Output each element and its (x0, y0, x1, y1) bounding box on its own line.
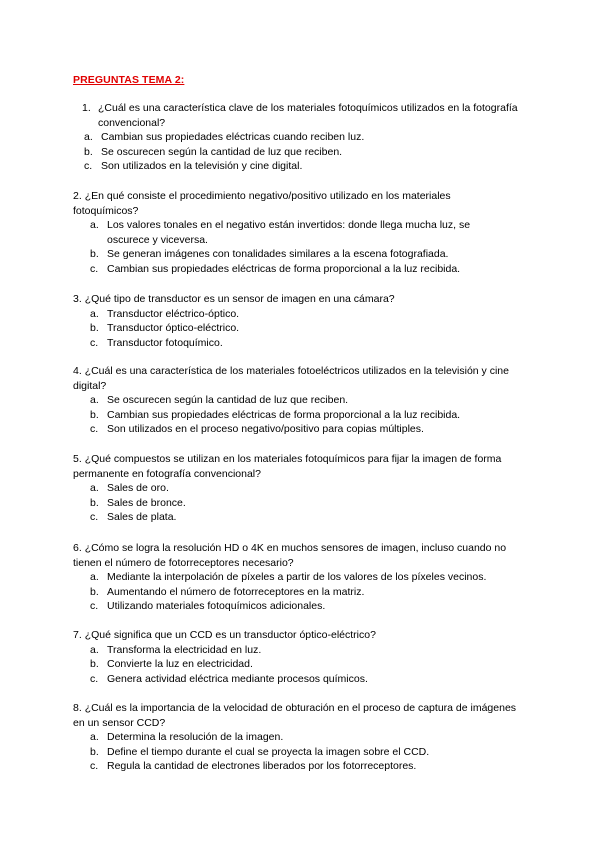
question-4 (73, 364, 523, 437)
page-title: PREGUNTAS TEMA 2: (73, 74, 185, 86)
option-b (73, 496, 528, 511)
question-8 (73, 701, 518, 774)
option-text: Utilizando materiales fotoquímicos adicionales. (107, 600, 326, 612)
option-text: Cambian sus propiedades eléctricas de forma proporcional a la luz recibida. (107, 262, 461, 275)
option-letter: a. (84, 131, 93, 143)
question-text (73, 628, 523, 643)
question-body: ¿Qué significa que un CCD es un transductor óptico-eléctrico? (84, 629, 376, 641)
option-text: Convierte la luz en electricidad. (107, 658, 253, 670)
option-a (73, 307, 523, 322)
option-text: Determina la resolución de la imagen. (107, 731, 284, 743)
question-number: 2. (73, 190, 82, 202)
question-number: 1. (82, 102, 91, 114)
option-letter: c. (90, 672, 99, 685)
option-letter: c. (90, 262, 99, 275)
option-letter: b. (90, 408, 99, 421)
option-b (73, 657, 523, 672)
question-body: ¿Cuál es una característica clave de los materiales fotoquímicos utilizados en la fotografía convencional? (98, 102, 518, 129)
option-letter: a. (90, 394, 99, 406)
option-text: Transforma la electricidad en luz. (107, 643, 262, 656)
option-letter: b. (84, 145, 93, 158)
option-text: Aumentando el número de fotorreceptores en la matriz. (107, 585, 365, 598)
question-text (73, 364, 523, 393)
option-c (73, 422, 523, 437)
question-number: 5. (73, 453, 82, 465)
option-text: Son utilizados en la televisión y cine digital. (101, 160, 303, 172)
option-letter: b. (90, 585, 99, 598)
option-b (73, 408, 523, 423)
option-c (73, 262, 508, 277)
question-text (73, 701, 518, 730)
option-c (73, 510, 528, 525)
option-letter: a. (90, 307, 99, 320)
question-body: ¿En qué consiste el procedimiento negativo/positivo utilizado en los materiales fotoquímicos? (73, 190, 451, 217)
option-letter: c. (90, 423, 99, 435)
option-letter: b. (90, 658, 99, 670)
option-a (73, 393, 523, 408)
option-a (73, 481, 528, 496)
question-1 (67, 101, 519, 174)
option-c (73, 672, 523, 687)
option-text: Transductor óptico-eléctrico. (107, 322, 240, 334)
option-letter: a. (90, 571, 99, 583)
option-letter: b. (90, 248, 99, 260)
question-number: 6. (73, 542, 82, 554)
option-letter: c. (90, 600, 99, 612)
option-text: Sales de oro. (107, 482, 169, 494)
question-text (73, 292, 523, 307)
option-text: Genera actividad eléctrica mediante procesos químicos. (107, 672, 368, 685)
question-text (73, 541, 523, 570)
option-letter: a. (90, 731, 99, 743)
option-a (73, 570, 523, 585)
question-text (73, 452, 528, 481)
option-text: Cambian sus propiedades eléctricas de forma proporcional a la luz recibida. (107, 408, 461, 421)
question-body: ¿Cómo se logra la resolución HD o 4K en muchos sensores de imagen, incluso cuando no tienen el número de fotorreceptores necesario? (73, 542, 507, 569)
option-b (73, 585, 523, 600)
options-list (67, 130, 519, 174)
option-b (67, 145, 519, 160)
option-letter: b. (90, 745, 99, 758)
question-body: ¿Qué compuestos se utilizan en los materiales fotoquímicos para fijar la imagen de forma permanente en fotografía convencional? (73, 453, 502, 480)
option-a (73, 730, 518, 745)
option-letter: b. (90, 496, 99, 509)
question-text (73, 189, 508, 218)
question-body: ¿Cuál es la importancia de la velocidad de obturación en el proceso de captura de imágenes en un sensor CCD? (73, 702, 517, 729)
question-number: 7. (73, 629, 82, 641)
question-7 (73, 628, 523, 686)
option-letter: c. (90, 336, 99, 349)
question-body: ¿Cuál es una característica de los materiales fotoeléctricos utilizados en la televisión y cine digital? (73, 365, 509, 392)
option-b (73, 321, 523, 336)
option-c (73, 599, 523, 614)
option-a (67, 130, 519, 145)
options-list (73, 218, 508, 276)
question-6 (73, 541, 523, 614)
options-list (73, 393, 523, 437)
option-c (73, 336, 523, 351)
question-3 (73, 292, 523, 350)
option-text: Sales de plata. (107, 511, 177, 523)
option-text: Los valores tonales en el negativo están invertidos: donde llega mucha luz, se oscurece y viceversa. (107, 219, 471, 246)
question-body: ¿Qué tipo de transductor es un sensor de imagen en una cámara? (84, 293, 395, 305)
option-text: Se oscurecen según la cantidad de luz que reciben. (107, 394, 349, 406)
option-letter: c. (90, 760, 99, 772)
option-letter: a. (90, 482, 99, 494)
options-list (73, 307, 523, 351)
question-number: 4. (73, 365, 82, 377)
question-number: 8. (73, 702, 82, 714)
option-text: Regula la cantidad de electrones liberados por los fotorreceptores. (107, 760, 417, 772)
option-letter: a. (90, 643, 99, 656)
option-text: Define el tiempo durante el cual se proyecta la imagen sobre el CCD. (107, 745, 430, 758)
option-b (73, 745, 518, 760)
option-c (67, 159, 519, 174)
options-list (73, 481, 528, 525)
option-text: Transductor eléctrico-óptico. (107, 307, 240, 320)
option-b (73, 247, 508, 262)
question-5 (73, 452, 528, 525)
option-text: Mediante la interpolación de píxeles a partir de los valores de los píxeles vecinos. (107, 571, 487, 583)
option-a (73, 643, 523, 658)
option-text: Se generan imágenes con tonalidades similares a la escena fotografiada. (107, 248, 449, 260)
option-text: Cambian sus propiedades eléctricas cuando reciben luz. (101, 131, 365, 143)
option-text: Se oscurecen según la cantidad de luz que reciben. (101, 145, 343, 158)
option-c (73, 759, 518, 774)
option-letter: c. (90, 511, 99, 523)
question-number: 3. (73, 293, 82, 305)
option-text: Transductor fotoquímico. (107, 336, 223, 349)
question-text (67, 101, 519, 130)
options-list (73, 643, 523, 687)
question-2 (73, 189, 508, 276)
option-text: Sales de bronce. (107, 496, 186, 509)
option-text: Son utilizados en el proceso negativo/positivo para copias múltiples. (107, 423, 424, 435)
option-letter: c. (84, 160, 93, 172)
options-list (73, 570, 523, 614)
option-letter: b. (90, 322, 99, 334)
options-list (73, 730, 518, 774)
option-a (73, 218, 508, 247)
option-letter: a. (90, 219, 99, 231)
